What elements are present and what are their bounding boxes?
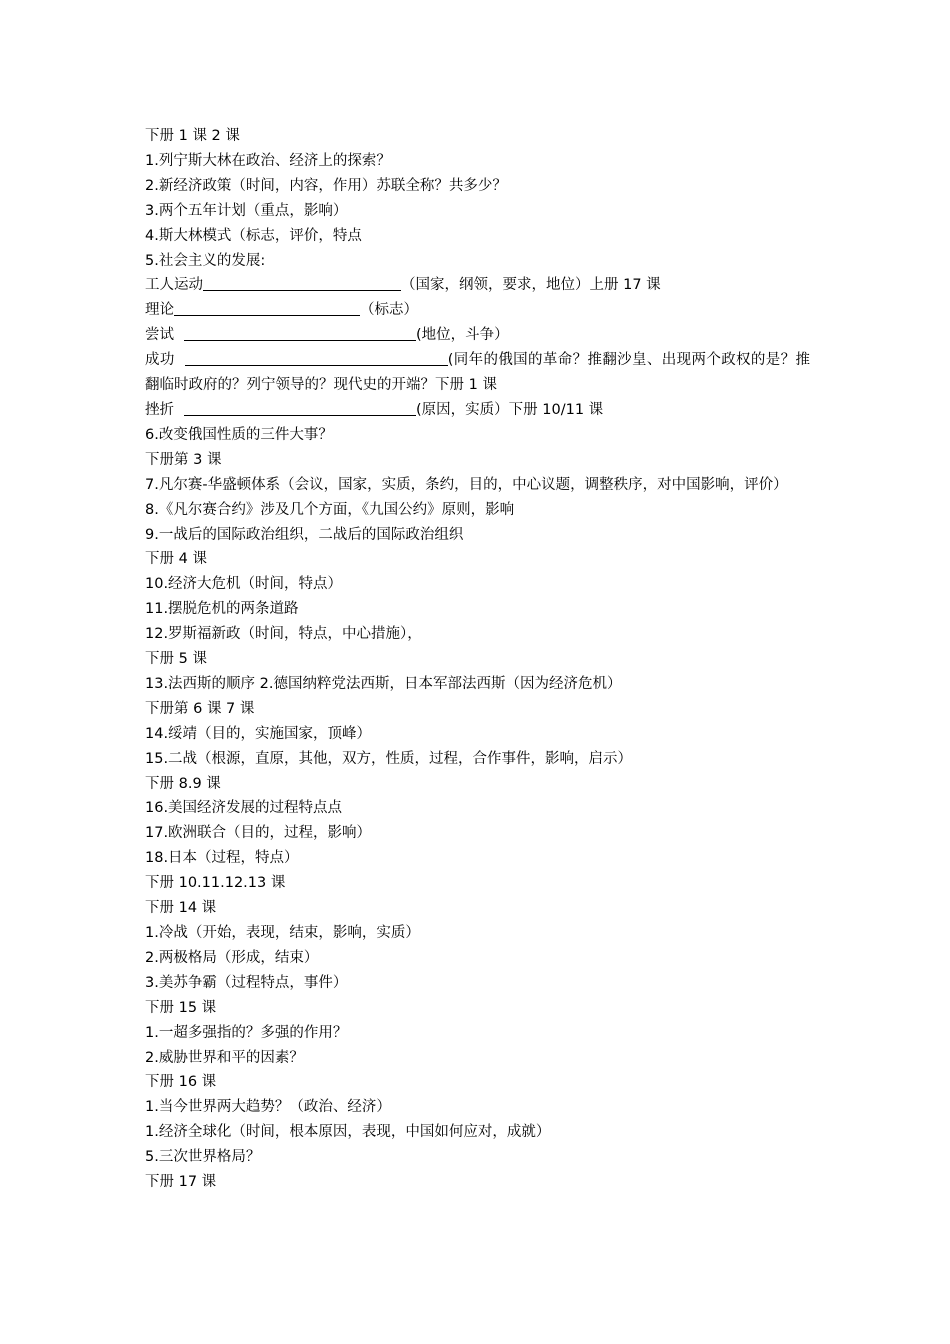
question-line: 8.《凡尔赛合约》涉及几个方面，《九国公约》原则，影响 — [145, 501, 515, 518]
question-line: 1.冷战（开始，表现，结束，影响，实质） — [145, 925, 420, 941]
question-line: 7.凡尔赛-华盛顿体系（会议，国家，实质，条约，目的，中心议题，调整秩序，对中国影响，评价） — [145, 476, 788, 493]
question-line: 2.两极格局（形成，结束） — [145, 949, 319, 966]
fill-in-label: 理论 — [145, 302, 174, 319]
section-heading: 下册 10.11.12.13 课 — [145, 875, 286, 892]
question-line: 17.欧洲联合（目的，过程，影响） — [145, 825, 372, 842]
answer-blank — [185, 349, 448, 366]
question-line: 11.摆脱危机的两条道路 — [145, 601, 299, 618]
question-line: 14.绥靖（目的，实施国家，顶峰） — [145, 725, 372, 742]
question-line: 13.法西斯的顺序 2.德国纳粹党法西斯，日本军部法西斯（因为经济危机） — [145, 675, 622, 692]
answer-blank — [184, 324, 416, 341]
fill-in-label: 成功 — [145, 352, 175, 369]
fill-in-line-theory — [145, 298, 810, 323]
fill-in-hint: (同年的俄国的革命？推翻沙皇、出现两个政权的是？推翻临时政府的？列宁领导的？现代史的开端？下册 1 课 — [145, 352, 810, 394]
question-line: 16.美国经济发展的过程特点点 — [145, 800, 343, 817]
question-line: 3.两个五年计划（重点，影响） — [145, 202, 348, 219]
answer-blank — [203, 274, 401, 291]
question-line: 6.改变俄国性质的三件大事？ — [145, 426, 333, 443]
question-line: 2.威胁世界和平的因素？ — [145, 1049, 304, 1066]
fill-in-label: 挫折 — [145, 401, 174, 418]
fill-in-label: 尝试 — [145, 327, 174, 344]
fill-in-hint: （标志） — [360, 302, 418, 319]
fill-in-hint: (地位，斗争） — [416, 327, 509, 344]
fill-in-line-success — [145, 348, 810, 398]
question-line: 5.三次世界格局？ — [145, 1149, 261, 1166]
answer-blank — [184, 399, 416, 416]
section-heading: 下册第 6 课 7 课 — [145, 700, 255, 717]
fill-in-label: 工人运动 — [145, 277, 203, 294]
section-heading: 下册 15 课 — [145, 999, 217, 1016]
question-line: 18.日本（过程，特点） — [145, 850, 299, 867]
question-line: 9.一战后的国际政治组织，二战后的国际政治组织 — [145, 526, 464, 543]
question-line: 1.列宁斯大林在政治、经济上的探索？ — [145, 152, 391, 169]
section-heading: 下册 14 课 — [145, 900, 217, 917]
section-heading: 下册第 3 课 — [145, 451, 222, 468]
fill-in-line-workers-movement — [145, 273, 810, 298]
question-line: 1.一超多强指的？多强的作用？ — [145, 1024, 348, 1041]
fill-in-line-setback — [145, 398, 810, 423]
fill-in-hint: （国家，纲领，要求，地位）上册 17 课 — [401, 277, 661, 294]
section-heading: 下册 1 课 2 课 — [145, 128, 240, 144]
fill-in-line-attempt — [145, 323, 810, 348]
question-line: 1.经济全球化（时间，根本原因，表现，中国如何应对，成就） — [145, 1124, 551, 1141]
section-heading: 下册 16 课 — [145, 1074, 217, 1091]
question-line: 10.经济大危机（时间，特点） — [145, 576, 343, 593]
question-line: 12.罗斯福新政（时间，特点，中心措施）， — [145, 626, 422, 643]
section-heading: 下册 4 课 — [145, 551, 207, 568]
question-line: 2.新经济政策（时间，内容，作用）苏联全称？共多少？ — [145, 177, 507, 194]
question-line: 4.斯大林模式（标志，评价，特点 — [145, 227, 362, 244]
question-line: 5.社会主义的发展: — [145, 252, 266, 269]
question-line: 15.二战（根源，直原，其他，双方，性质，过程，合作事件，影响，启示） — [145, 750, 633, 767]
section-heading: 下册 8.9 课 — [145, 775, 221, 792]
question-line: 3.美苏争霸（过程特点，事件） — [145, 974, 348, 991]
section-heading: 下册 5 课 — [145, 651, 207, 668]
question-line: 1.当今世界两大趋势？（政治、经济） — [145, 1099, 391, 1116]
document-body — [145, 124, 810, 1195]
fill-in-hint: (原因，实质）下册 10/11 课 — [416, 401, 604, 418]
answer-blank — [174, 299, 360, 316]
section-heading: 下册 17 课 — [145, 1174, 217, 1191]
